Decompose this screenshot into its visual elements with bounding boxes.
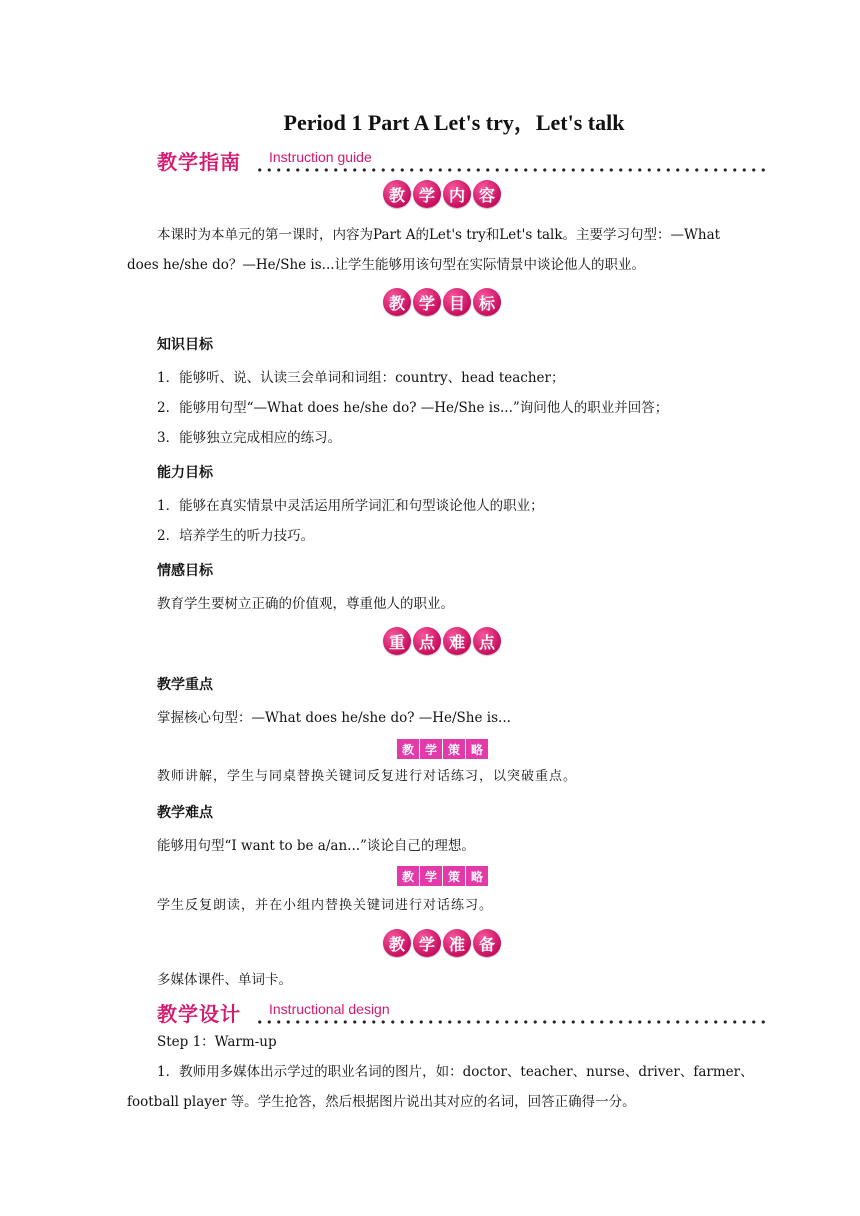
section-header-guide bbox=[157, 146, 769, 180]
badge-teaching-goals bbox=[383, 288, 501, 316]
section-header-design bbox=[157, 998, 769, 1032]
difficult-point-strategy-text: 学生反复朗读，并在小组内替换关键词进行对话练习。 bbox=[157, 898, 494, 913]
badge-char: 难 bbox=[443, 627, 471, 655]
badge-char: 教 bbox=[383, 929, 411, 957]
key-point-text: 掌握核心句型：—What does he/she do? —He/She is... bbox=[157, 710, 511, 726]
badge-char: 重 bbox=[383, 627, 411, 655]
badge-char: 教 bbox=[383, 288, 411, 316]
strategy-char: 学 bbox=[420, 739, 442, 759]
dotted-divider bbox=[255, 167, 769, 173]
key-point-strategy-text: 教师讲解，学生与同桌替换关键词反复进行对话练习，以突破重点。 bbox=[157, 769, 578, 784]
strategy-label-key bbox=[397, 739, 488, 759]
content-paragraph-line-2: does he/she do？—He/She is...让学生能够用该句型在实际情景中谈论他人的职业。 bbox=[127, 257, 646, 273]
key-point-heading: 教学重点 bbox=[157, 677, 213, 693]
badge-char: 教 bbox=[383, 180, 411, 208]
strategy-char: 教 bbox=[397, 739, 419, 759]
knowledge-goals-heading: 知识目标 bbox=[157, 337, 213, 353]
badge-char: 内 bbox=[443, 180, 471, 208]
badge-char: 学 bbox=[413, 180, 441, 208]
section-title-en: Instructional design bbox=[269, 1001, 390, 1017]
section-title-cn: 教学指南 bbox=[157, 150, 241, 174]
page-title: Period 1 Part A Let's try，Let's talk bbox=[283, 110, 625, 135]
badge-char: 备 bbox=[473, 929, 501, 957]
difficult-point-heading: 教学难点 bbox=[157, 805, 213, 821]
badge-char: 标 bbox=[473, 288, 501, 316]
strategy-char: 略 bbox=[466, 739, 488, 759]
knowledge-item: 3．能够独立完成相应的练习。 bbox=[157, 430, 342, 446]
knowledge-item: 2．能够用句型“—What does he/she do? —He/She is...”询问他人的职业并回答； bbox=[157, 400, 669, 416]
strategy-char: 学 bbox=[420, 866, 442, 886]
badge-char: 准 bbox=[443, 929, 471, 957]
badge-char: 点 bbox=[413, 627, 441, 655]
ability-item: 1．能够在真实情景中灵活运用所学词汇和句型谈论他人的职业； bbox=[157, 498, 544, 514]
step-1-heading: Step 1：Warm-up bbox=[157, 1034, 277, 1050]
knowledge-item: 1．能够听、说、认读三会单词和词组：country、head teacher； bbox=[157, 370, 565, 386]
ability-goals-heading: 能力目标 bbox=[157, 465, 213, 481]
strategy-char: 策 bbox=[443, 866, 465, 886]
emotion-goals-heading: 情感目标 bbox=[157, 563, 213, 579]
strategy-char: 策 bbox=[443, 739, 465, 759]
badge-char: 容 bbox=[473, 180, 501, 208]
difficult-point-text: 能够用句型“I want to be a/an...”谈论自己的理想。 bbox=[157, 838, 475, 854]
strategy-char: 略 bbox=[466, 866, 488, 886]
dotted-divider bbox=[255, 1019, 769, 1025]
content-paragraph-line-1: 本课时为本单元的第一课时，内容为Part A的Let's try和Let's talk。主要学习句型：—What bbox=[157, 227, 721, 243]
badge-char: 学 bbox=[413, 288, 441, 316]
badge-teaching-prep bbox=[383, 929, 501, 957]
prep-text: 多媒体课件、单词卡。 bbox=[157, 972, 292, 988]
badge-char: 学 bbox=[413, 929, 441, 957]
strategy-char: 教 bbox=[397, 866, 419, 886]
badge-char: 点 bbox=[473, 627, 501, 655]
step-1-line-2: football player 等。学生抢答，然后根据图片说出其对应的名词，回答正确得一分。 bbox=[127, 1094, 636, 1110]
step-1-line-1: 1．教师用多媒体出示学过的职业名词的图片，如：doctor、teacher、nurse、driver、farmer、 bbox=[157, 1064, 754, 1080]
section-title-cn: 教学设计 bbox=[157, 1002, 241, 1026]
badge-key-difficult bbox=[383, 627, 501, 655]
ability-item: 2．培养学生的听力技巧。 bbox=[157, 528, 315, 544]
strategy-label-difficult bbox=[397, 866, 488, 886]
emotion-goals-text: 教育学生要树立正确的价值观，尊重他人的职业。 bbox=[157, 596, 454, 612]
badge-teaching-content bbox=[383, 180, 501, 208]
badge-char: 目 bbox=[443, 288, 471, 316]
section-title-en: Instruction guide bbox=[269, 149, 372, 165]
